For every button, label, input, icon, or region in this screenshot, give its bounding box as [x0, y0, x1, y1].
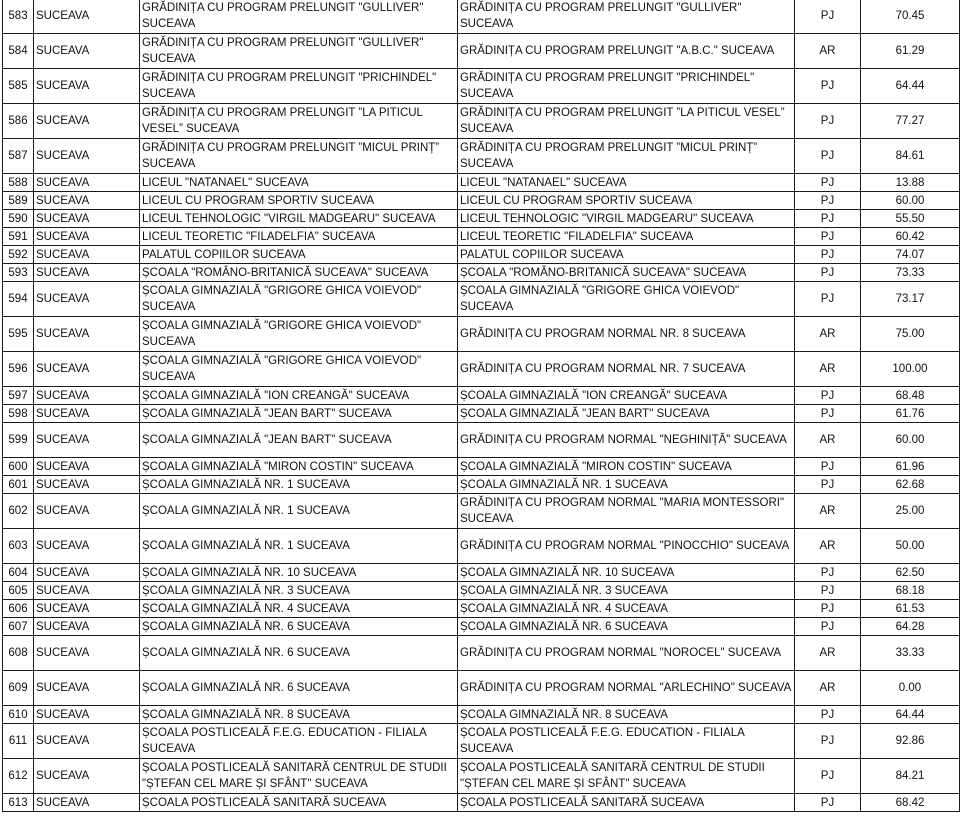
table-row	[3, 794, 960, 812]
locality-cell: SUCEAVA	[34, 671, 140, 706]
unit-cell: LICEUL "NATANAEL" SUCEAVA	[140, 174, 458, 192]
unit-cell: ȘCOALA GIMNAZIALĂ "ION CREANGĂ" SUCEAVA	[140, 387, 458, 405]
unit-cell: ȘCOALA "ROMÂNO-BRITANICĂ SUCEAVA" SUCEAVA	[140, 264, 458, 282]
category-cell: PJ	[795, 174, 861, 192]
value-cell: 68.18	[861, 582, 960, 600]
row-number: 609	[3, 671, 34, 706]
value-cell: 75.00	[861, 317, 960, 352]
category-cell: PJ	[795, 759, 861, 794]
row-number: 600	[3, 458, 34, 476]
category-cell: PJ	[795, 104, 861, 139]
row-number: 587	[3, 139, 34, 174]
locality-cell: SUCEAVA	[34, 139, 140, 174]
locality-cell: SUCEAVA	[34, 246, 140, 264]
school-cell: LICEUL TEHNOLOGIC "VIRGIL MADGEARU" SUCEAVA	[458, 210, 795, 228]
unit-cell: ȘCOALA GIMNAZIALĂ "GRIGORE GHICA VOIEVOD" SUCEAVA	[140, 282, 458, 317]
value-cell: 100.00	[861, 352, 960, 387]
unit-cell: ȘCOALA GIMNAZIALĂ NR. 3 SUCEAVA	[140, 582, 458, 600]
category-cell: PJ	[795, 228, 861, 246]
unit-cell: ȘCOALA GIMNAZIALĂ NR. 8 SUCEAVA	[140, 706, 458, 724]
unit-cell: PALATUL COPIILOR SUCEAVA	[140, 246, 458, 264]
category-cell: PJ	[795, 282, 861, 317]
unit-cell: ȘCOALA GIMNAZIALĂ "JEAN BART" SUCEAVA	[140, 423, 458, 458]
unit-cell: ȘCOALA GIMNAZIALĂ NR. 1 SUCEAVA	[140, 476, 458, 494]
school-cell: ȘCOALA GIMNAZIALĂ "MIRON COSTIN" SUCEAVA	[458, 458, 795, 476]
school-cell: GRĂDINIȚA CU PROGRAM NORMAL NR. 8 SUCEAVA	[458, 317, 795, 352]
table-row	[3, 671, 960, 706]
school-cell: GRĂDINIȚA CU PROGRAM PRELUNGIT "A.B.C." SUCEAVA	[458, 34, 795, 69]
category-cell: AR	[795, 529, 861, 564]
row-number: 599	[3, 423, 34, 458]
value-cell: 61.29	[861, 34, 960, 69]
category-cell: AR	[795, 636, 861, 671]
locality-cell: SUCEAVA	[34, 264, 140, 282]
category-cell: PJ	[795, 582, 861, 600]
locality-cell: SUCEAVA	[34, 476, 140, 494]
unit-cell: LICEUL CU PROGRAM SPORTIV SUCEAVA	[140, 192, 458, 210]
value-cell: 73.17	[861, 282, 960, 317]
locality-cell: SUCEAVA	[34, 405, 140, 423]
row-number: 607	[3, 618, 34, 636]
category-cell: AR	[795, 671, 861, 706]
category-cell: AR	[795, 317, 861, 352]
unit-cell: GRĂDINIȚA CU PROGRAM PRELUNGIT ”MICUL PRINȚ” SUCEAVA	[140, 139, 458, 174]
value-cell: 61.96	[861, 458, 960, 476]
category-cell: PJ	[795, 192, 861, 210]
value-cell: 64.28	[861, 618, 960, 636]
school-cell: GRĂDINIȚA CU PROGRAM NORMAL NR. 7 SUCEAVA	[458, 352, 795, 387]
results-table-body	[3, 0, 960, 812]
category-cell: AR	[795, 352, 861, 387]
table-row	[3, 759, 960, 794]
row-number: 593	[3, 264, 34, 282]
category-cell: PJ	[795, 246, 861, 264]
school-cell: ȘCOALA POSTLICEALĂ SANITARĂ CENTRUL DE STUDII "ȘTEFAN CEL MARE ȘI SFÂNT" SUCEAVA	[458, 759, 795, 794]
value-cell: 50.00	[861, 529, 960, 564]
locality-cell: SUCEAVA	[34, 582, 140, 600]
table-row	[3, 494, 960, 529]
table-row	[3, 476, 960, 494]
category-cell: PJ	[795, 564, 861, 582]
table-row	[3, 139, 960, 174]
school-cell: ȘCOALA POSTLICEALĂ SANITARĂ SUCEAVA	[458, 794, 795, 812]
value-cell: 13.88	[861, 174, 960, 192]
value-cell: 92.86	[861, 724, 960, 759]
category-cell: PJ	[795, 618, 861, 636]
locality-cell: SUCEAVA	[34, 282, 140, 317]
table-row	[3, 423, 960, 458]
category-cell: PJ	[795, 210, 861, 228]
unit-cell: ȘCOALA POSTLICEALĂ SANITARĂ CENTRUL DE STUDII "ȘTEFAN CEL MARE ȘI SFÂNT" SUCEAVA	[140, 759, 458, 794]
unit-cell: ȘCOALA POSTLICEALĂ SANITARĂ SUCEAVA	[140, 794, 458, 812]
school-cell: ȘCOALA GIMNAZIALĂ "GRIGORE GHICA VOIEVOD" SUCEAVA	[458, 282, 795, 317]
value-cell: 64.44	[861, 69, 960, 104]
school-cell: GRĂDINIȚA CU PROGRAM NORMAL "ARLECHINO" SUCEAVA	[458, 671, 795, 706]
locality-cell: SUCEAVA	[34, 759, 140, 794]
locality-cell: SUCEAVA	[34, 636, 140, 671]
locality-cell: SUCEAVA	[34, 458, 140, 476]
category-cell: PJ	[795, 405, 861, 423]
table-row	[3, 192, 960, 210]
table-row	[3, 600, 960, 618]
school-cell: GRĂDINIȚA CU PROGRAM NORMAL "NEGHINIȚĂ" SUCEAVA	[458, 423, 795, 458]
school-cell: ȘCOALA GIMNAZIALĂ NR. 4 SUCEAVA	[458, 600, 795, 618]
school-cell: GRĂDINIȚA CU PROGRAM NORMAL "MARIA MONTESSORI" SUCEAVA	[458, 494, 795, 529]
row-number: 591	[3, 228, 34, 246]
results-table	[2, 0, 960, 812]
unit-cell: ȘCOALA GIMNAZIALĂ NR. 1 SUCEAVA	[140, 529, 458, 564]
unit-cell: ȘCOALA GIMNAZIALĂ "JEAN BART" SUCEAVA	[140, 405, 458, 423]
school-cell: PALATUL COPIILOR SUCEAVA	[458, 246, 795, 264]
school-cell: GRĂDINIȚA CU PROGRAM PRELUNGIT ”MICUL PRINȚ” SUCEAVA	[458, 139, 795, 174]
school-cell: ȘCOALA GIMNAZIALĂ "JEAN BART" SUCEAVA	[458, 405, 795, 423]
unit-cell: ȘCOALA GIMNAZIALĂ "MIRON COSTIN" SUCEAVA	[140, 458, 458, 476]
locality-cell: SUCEAVA	[34, 724, 140, 759]
unit-cell: ȘCOALA GIMNAZIALĂ NR. 6 SUCEAVA	[140, 618, 458, 636]
category-cell: PJ	[795, 600, 861, 618]
unit-cell: GRĂDINIȚA CU PROGRAM PRELUNGIT "GULLIVER" SUCEAVA	[140, 34, 458, 69]
table-row	[3, 724, 960, 759]
school-cell: GRĂDINIȚA CU PROGRAM PRELUNGIT "PRICHINDEL" SUCEAVA	[458, 69, 795, 104]
school-cell: GRĂDINIȚA CU PROGRAM PRELUNGIT ”LA PITICUL VESEL” SUCEAVA	[458, 104, 795, 139]
locality-cell: SUCEAVA	[34, 69, 140, 104]
category-cell: PJ	[795, 458, 861, 476]
unit-cell: GRĂDINIȚA CU PROGRAM PRELUNGIT "PRICHINDEL" SUCEAVA	[140, 69, 458, 104]
table-row	[3, 264, 960, 282]
locality-cell: SUCEAVA	[34, 618, 140, 636]
locality-cell: SUCEAVA	[34, 174, 140, 192]
row-number: 602	[3, 494, 34, 529]
value-cell: 33.33	[861, 636, 960, 671]
value-cell: 62.50	[861, 564, 960, 582]
row-number: 590	[3, 210, 34, 228]
school-cell: ȘCOALA GIMNAZIALĂ NR. 3 SUCEAVA	[458, 582, 795, 600]
category-cell: AR	[795, 423, 861, 458]
value-cell: 74.07	[861, 246, 960, 264]
table-row	[3, 104, 960, 139]
locality-cell: SUCEAVA	[34, 317, 140, 352]
category-cell: PJ	[795, 139, 861, 174]
value-cell: 61.53	[861, 600, 960, 618]
locality-cell: SUCEAVA	[34, 706, 140, 724]
category-cell: PJ	[795, 264, 861, 282]
unit-cell: GRĂDINIȚA CU PROGRAM PRELUNGIT "GULLIVER" SUCEAVA	[140, 0, 458, 34]
value-cell: 84.61	[861, 139, 960, 174]
school-cell: GRĂDINIȚA CU PROGRAM PRELUNGIT "GULLIVER" SUCEAVA	[458, 0, 795, 34]
row-number: 594	[3, 282, 34, 317]
value-cell: 77.27	[861, 104, 960, 139]
table-row	[3, 618, 960, 636]
row-number: 604	[3, 564, 34, 582]
row-number: 584	[3, 34, 34, 69]
value-cell: 55.50	[861, 210, 960, 228]
row-number: 583	[3, 0, 34, 34]
row-number: 585	[3, 69, 34, 104]
value-cell: 62.68	[861, 476, 960, 494]
table-row	[3, 0, 960, 34]
school-cell: ȘCOALA GIMNAZIALĂ NR. 6 SUCEAVA	[458, 618, 795, 636]
locality-cell: SUCEAVA	[34, 228, 140, 246]
category-cell: AR	[795, 494, 861, 529]
category-cell: PJ	[795, 387, 861, 405]
table-row	[3, 636, 960, 671]
value-cell: 60.42	[861, 228, 960, 246]
unit-cell: ȘCOALA GIMNAZIALĂ NR. 10 SUCEAVA	[140, 564, 458, 582]
locality-cell: SUCEAVA	[34, 34, 140, 69]
locality-cell: SUCEAVA	[34, 210, 140, 228]
value-cell: 25.00	[861, 494, 960, 529]
locality-cell: SUCEAVA	[34, 192, 140, 210]
row-number: 605	[3, 582, 34, 600]
table-row	[3, 529, 960, 564]
row-number: 598	[3, 405, 34, 423]
row-number: 592	[3, 246, 34, 264]
unit-cell: ȘCOALA GIMNAZIALĂ "GRIGORE GHICA VOIEVOD" SUCEAVA	[140, 352, 458, 387]
unit-cell: ȘCOALA GIMNAZIALĂ NR. 1 SUCEAVA	[140, 494, 458, 529]
locality-cell: SUCEAVA	[34, 529, 140, 564]
table-row	[3, 246, 960, 264]
table-row	[3, 582, 960, 600]
row-number: 586	[3, 104, 34, 139]
row-number: 588	[3, 174, 34, 192]
table-row	[3, 174, 960, 192]
table-row	[3, 405, 960, 423]
row-number: 608	[3, 636, 34, 671]
value-cell: 70.45	[861, 0, 960, 34]
unit-cell: ȘCOALA GIMNAZIALĂ NR. 6 SUCEAVA	[140, 636, 458, 671]
table-row	[3, 387, 960, 405]
locality-cell: SUCEAVA	[34, 794, 140, 812]
row-number: 610	[3, 706, 34, 724]
value-cell: 60.00	[861, 192, 960, 210]
row-number: 603	[3, 529, 34, 564]
table-row	[3, 458, 960, 476]
locality-cell: SUCEAVA	[34, 352, 140, 387]
row-number: 611	[3, 724, 34, 759]
value-cell: 0.00	[861, 671, 960, 706]
row-number: 601	[3, 476, 34, 494]
school-cell: LICEUL CU PROGRAM SPORTIV SUCEAVA	[458, 192, 795, 210]
locality-cell: SUCEAVA	[34, 104, 140, 139]
school-cell: ȘCOALA GIMNAZIALĂ "ION CREANGĂ" SUCEAVA	[458, 387, 795, 405]
locality-cell: SUCEAVA	[34, 564, 140, 582]
table-row	[3, 706, 960, 724]
unit-cell: ȘCOALA GIMNAZIALĂ NR. 6 SUCEAVA	[140, 671, 458, 706]
school-cell: ȘCOALA GIMNAZIALĂ NR. 10 SUCEAVA	[458, 564, 795, 582]
school-cell: ȘCOALA "ROMÂNO-BRITANICĂ SUCEAVA" SUCEAVA	[458, 264, 795, 282]
table-row	[3, 317, 960, 352]
value-cell: 61.76	[861, 405, 960, 423]
school-cell: ȘCOALA GIMNAZIALĂ NR. 8 SUCEAVA	[458, 706, 795, 724]
locality-cell: SUCEAVA	[34, 423, 140, 458]
locality-cell: SUCEAVA	[34, 0, 140, 34]
unit-cell: LICEUL TEORETIC "FILADELFIA" SUCEAVA	[140, 228, 458, 246]
value-cell: 73.33	[861, 264, 960, 282]
row-number: 613	[3, 794, 34, 812]
school-cell: ȘCOALA GIMNAZIALĂ NR. 1 SUCEAVA	[458, 476, 795, 494]
unit-cell: ȘCOALA POSTLICEALĂ F.E.G. EDUCATION - FILIALA SUCEAVA	[140, 724, 458, 759]
school-cell: LICEUL TEORETIC "FILADELFIA" SUCEAVA	[458, 228, 795, 246]
row-number: 596	[3, 352, 34, 387]
unit-cell: ȘCOALA GIMNAZIALĂ "GRIGORE GHICA VOIEVOD" SUCEAVA	[140, 317, 458, 352]
locality-cell: SUCEAVA	[34, 387, 140, 405]
row-number: 589	[3, 192, 34, 210]
table-row	[3, 564, 960, 582]
table-row	[3, 34, 960, 69]
school-cell: ȘCOALA POSTLICEALĂ F.E.G. EDUCATION - FILIALA SUCEAVA	[458, 724, 795, 759]
row-number: 595	[3, 317, 34, 352]
category-cell: PJ	[795, 476, 861, 494]
table-row	[3, 210, 960, 228]
table-row	[3, 69, 960, 104]
row-number: 597	[3, 387, 34, 405]
table-row	[3, 352, 960, 387]
row-number: 612	[3, 759, 34, 794]
table-row	[3, 282, 960, 317]
category-cell: PJ	[795, 706, 861, 724]
unit-cell: GRĂDINIȚA CU PROGRAM PRELUNGIT ”LA PITICUL VESEL” SUCEAVA	[140, 104, 458, 139]
category-cell: PJ	[795, 794, 861, 812]
school-cell: GRĂDINIȚA CU PROGRAM NORMAL "NOROCEL" SUCEAVA	[458, 636, 795, 671]
value-cell: 64.44	[861, 706, 960, 724]
school-cell: GRĂDINIȚA CU PROGRAM NORMAL "PINOCCHIO" SUCEAVA	[458, 529, 795, 564]
value-cell: 68.42	[861, 794, 960, 812]
row-number: 606	[3, 600, 34, 618]
table-row	[3, 228, 960, 246]
unit-cell: LICEUL TEHNOLOGIC "VIRGIL MADGEARU" SUCEAVA	[140, 210, 458, 228]
locality-cell: SUCEAVA	[34, 600, 140, 618]
category-cell: PJ	[795, 724, 861, 759]
category-cell: PJ	[795, 0, 861, 34]
locality-cell: SUCEAVA	[34, 494, 140, 529]
value-cell: 68.48	[861, 387, 960, 405]
school-cell: LICEUL "NATANAEL" SUCEAVA	[458, 174, 795, 192]
category-cell: PJ	[795, 69, 861, 104]
value-cell: 60.00	[861, 423, 960, 458]
value-cell: 84.21	[861, 759, 960, 794]
unit-cell: ȘCOALA GIMNAZIALĂ NR. 4 SUCEAVA	[140, 600, 458, 618]
category-cell: AR	[795, 34, 861, 69]
